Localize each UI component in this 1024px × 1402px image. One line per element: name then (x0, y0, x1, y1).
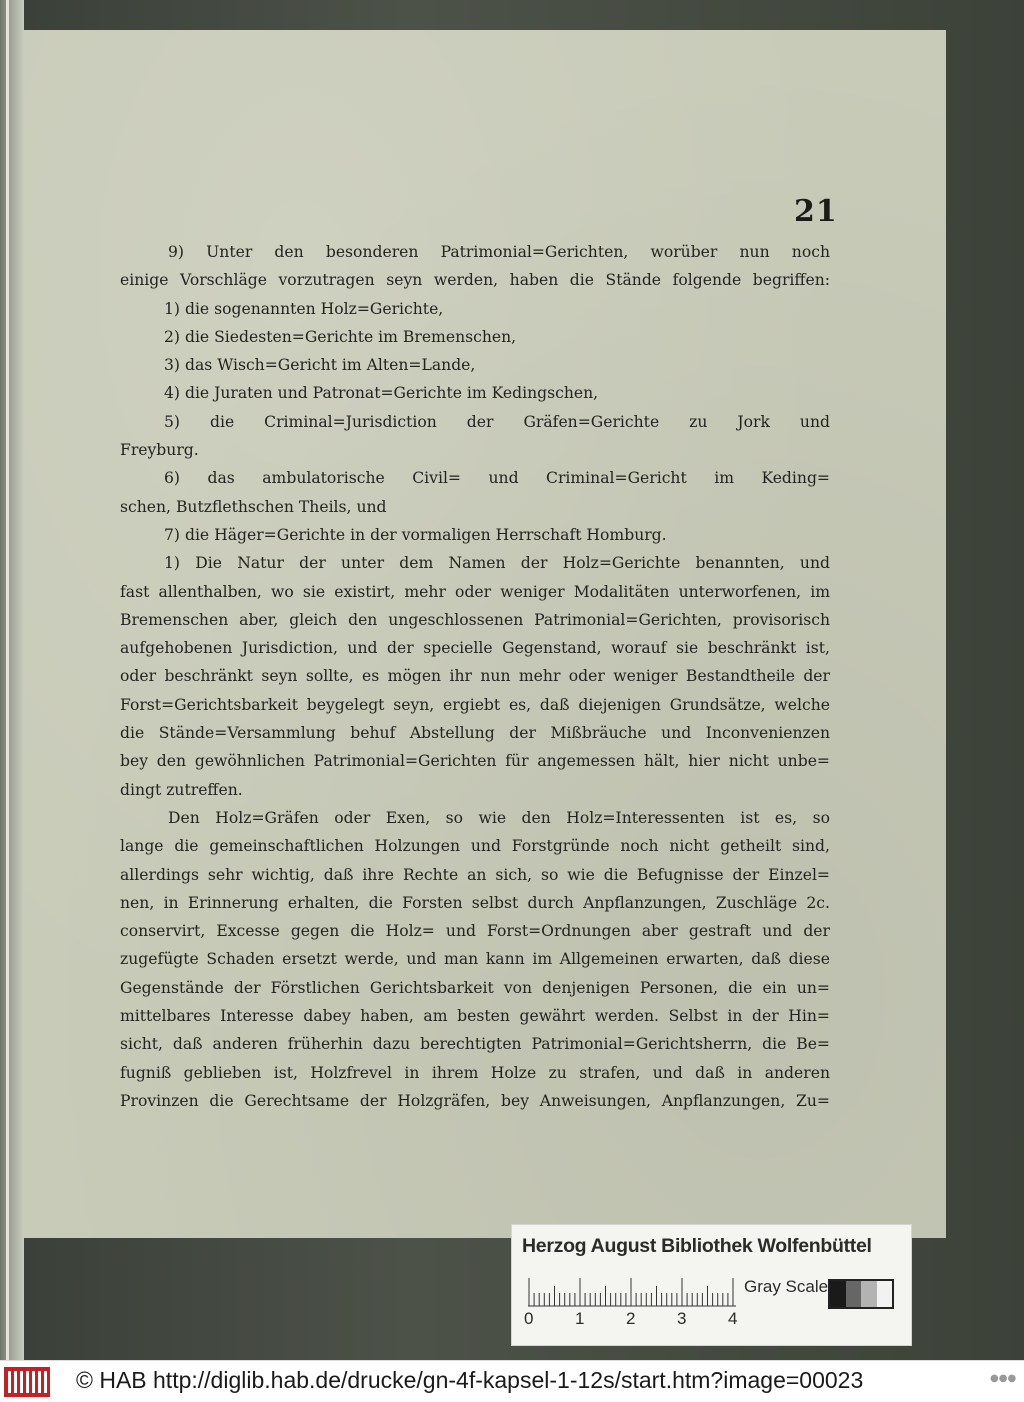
text-line: 6) das ambulatorische Civil= und Criminal=Gericht im Keding= (164, 469, 830, 488)
page-text (120, 238, 830, 1115)
text-line: Freyburg. (120, 441, 199, 460)
text-line: sicht, daß anderen früherhin dazu berechtigten Patrimonial=Gerichtsherrn, die Be= (120, 1035, 830, 1054)
library-label (511, 1224, 912, 1346)
ruler-number: 3 (677, 1309, 687, 1328)
footer-bar (0, 1360, 1024, 1402)
gray-swatch (861, 1281, 877, 1307)
ruler-number: 2 (626, 1309, 636, 1328)
text-line: 4) die Juraten und Patronat=Gerichte im Kedingschen, (164, 384, 599, 403)
text-line: mittelbares Interesse dabey haben, am besten gewährt werden. Selbst in der Hin= (120, 1007, 830, 1026)
text-line: allerdings sehr wichtig, daß ihre Rechte an sich, so wie die Befugnisse der Einzel= (120, 865, 830, 884)
gray-swatch (830, 1281, 846, 1307)
text-line: Gegenstände der Förstlichen Gerichtsbarkeit von denjenigen Personen, die ein un= (120, 978, 830, 997)
text-line: Bremenschen aber, gleich den ungeschlossenen Patrimonial=Gerichten, provisorisch (120, 610, 830, 629)
text-line: 3) das Wisch=Gericht im Alten=Lande, (164, 356, 476, 375)
scale-ruler (528, 1277, 738, 1307)
text-line: 7) die Häger=Gerichte in der vormaligen Herrschaft Homburg. (164, 525, 667, 544)
text-line: 1) die sogenannten Holz=Gerichte, (164, 299, 444, 318)
text-line: 2) die Siedesten=Gerichte im Bremenschen, (164, 327, 517, 346)
text-line: lange die gemeinschaftlichen Holzungen und Forstgründe noch nicht getheilt sind, (120, 837, 830, 856)
text-line: bey den gewöhnlichen Patrimonial=Gerichten für angemessen hält, hier nicht unbe= (120, 752, 830, 771)
text-line: schen, Butzflethschen Theils, und (120, 497, 387, 516)
text-line: 1) Die Natur der unter dem Namen der Holz=Gerichte benannten, und (164, 554, 830, 573)
ruler-number: 1 (575, 1309, 585, 1328)
text-line: einige Vorschläge vorzutragen seyn werden, haben die Stände folgende begriffen: (120, 271, 830, 290)
text-line: aufgehobenen Jurisdiction, und der specielle Gegenstand, worauf sie beschränkt ist, (120, 639, 830, 658)
text-line: Forst=Gerichtsbarkeit beygelegt seyn, ergiebt es, daß diejenigen Grundsätze, welche (120, 695, 830, 714)
gray-swatch (846, 1281, 862, 1307)
text-line: oder beschränkt seyn sollte, es mögen ihr nun mehr oder weniger Bestandtheile der (120, 667, 830, 686)
dots-icon[interactable]: ●●● (990, 1373, 1017, 1384)
page-number: 21 (794, 194, 838, 229)
back-page-edge (0, 0, 24, 1360)
text-line: nen, in Erinnerung erhalten, die Forsten selbst durch Anpflanzungen, Zuschläge 2c. (120, 893, 830, 912)
page-edge-line (6, 0, 9, 1360)
gray-swatch (877, 1281, 893, 1307)
text-line: zugefügte Schaden ersetzt werde, und man kann im Allgemeinen erwarten, daß diese (120, 950, 830, 969)
text-line: Provinzen die Gerechtsame der Holzgräfen, bey Anweisungen, Anpflanzungen, Zu= (120, 1091, 830, 1110)
ruler-number: 4 (728, 1309, 738, 1328)
text-line: 5) die Criminal=Jurisdiction der Gräfen=Gerichte zu Jork und (164, 412, 830, 431)
text-line: 9) Unter den besonderen Patrimonial=Gerichten, worüber nun noch (168, 243, 830, 261)
text-line: die Stände=Versammlung behuf Abstellung der Mißbräuche und Inconvenienzen (120, 724, 830, 743)
gray-scale-swatch (828, 1279, 894, 1309)
hab-logo-icon (4, 1367, 50, 1397)
gray-scale-label: Gray Scale (744, 1277, 829, 1296)
library-name: Herzog August Bibliothek Wolfenbüttel (522, 1235, 872, 1257)
ruler-number: 0 (524, 1309, 534, 1328)
document-page (24, 30, 946, 1238)
text-line: fast allenthalben, wo sie existirt, mehr oder weniger Modalitäten unterworfenen, im (120, 582, 830, 601)
text-line: conservirt, Excesse gegen die Holz= und Forst=Ordnungen aber gestraft und der (120, 922, 830, 941)
text-line: fugniß geblieben ist, Holzfrevel in ihrem Holze zu strafen, und daß in anderen (120, 1063, 830, 1082)
text-line: dingt zutreffen. (120, 780, 243, 799)
text-line: Den Holz=Gräfen oder Exen, so wie den Holz=Interessenten ist es, so (168, 808, 830, 827)
copyright-url[interactable]: © HAB http://diglib.hab.de/drucke/gn-4f-kapsel-1-12s/start.htm?image=00023 (76, 1367, 864, 1393)
